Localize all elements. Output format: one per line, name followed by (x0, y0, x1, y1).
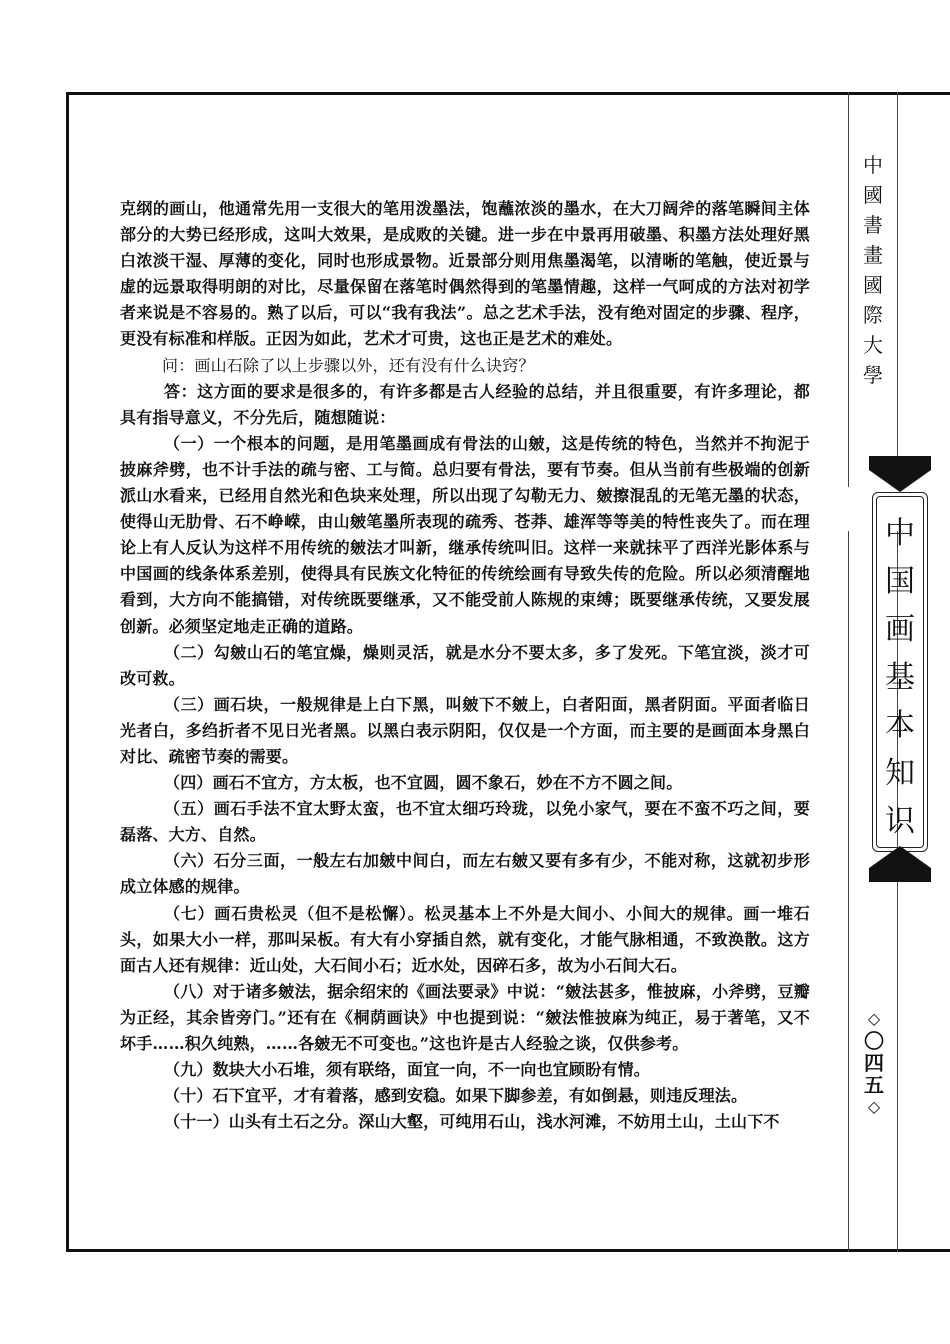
book-title-char: 基 (885, 660, 915, 695)
banner-bar-top (869, 456, 931, 470)
paragraph-item-1: （一）一个根本的问题，是用笔墨画成有骨法的山皴，这是传统的特色，当然并不拘泥于披麻斧劈，也不计手法的疏与密、工与简。总归要有骨法，要有节奏。但从当前有些极端的创新派山水看来，已经用自然光和色块来处理，所以出现了勾勒无力、皴擦混乱的无笔无墨的状态，使得山无肋骨、石不峥嵘，由山皴笔墨所表现的疏秀、苍莽、雄浑等等美的特性丧失了。而在理论上有人反认为这样不用传统的皴法才叫新，继承传统叫旧。这样一来就抹平了西洋光影体系与中国画的线条体系差别，使得具有民族文化特征的传统绘画有导致失传的危险。所以必须清醒地看到，大方向不能搞错，对传统既要继承，又不能受前人陈规的束缚；既要继承传统，又要发展创新。必须坚定地走正确的道路。 (120, 433, 810, 636)
paragraph: 克纲的画山，他通常先用一支很大的笔用泼墨法，饱蘸浓淡的墨水，在大刀阔斧的落笔瞬间主体部分的大势已经形成，这叫大效果，是成败的关键。进一步在中景再用破墨、积墨方法处理好黑白浓淡干湿、厚薄的变化，同时也形成景物。近景部分则用焦墨渴笔，以清晰的笔触，使近景与虚的远景取得明朗的对比，尽量保留在落笔时偶然得到的笔墨情趣，这样一气呵成的方法对初学者来说是不容易的。熟了以后，可以“我有我法”。总之艺术手法，没有绝对固定的步骤、程序，更没有标准和样版。正因为如此，艺术才可贵，这也正是艺术的难处。 (120, 199, 810, 349)
answer-paragraph: 答：这方面的要求是很多的，有许多都是古人经验的总结，并且很重要，有许多理论，都具有指导意义，不分先后，随想随说： (120, 381, 810, 427)
book-title-char: 本 (885, 708, 915, 743)
page-number (860, 1008, 888, 1118)
page-number-char: 五 (864, 1073, 884, 1097)
banner-bar-bottom (869, 868, 931, 882)
school-char: 大 (863, 333, 883, 357)
school-char: 學 (863, 363, 883, 387)
school-char: 國 (863, 183, 883, 207)
diamond-icon: ◇ (867, 1097, 881, 1116)
school-char: 際 (863, 303, 883, 327)
paragraph-item-10: （十）石下宜平，才有着落，感到安稳。如果下脚参差，有如倒悬，则违反理法。 (164, 1086, 748, 1106)
page-number-char: 四 (864, 1051, 884, 1075)
paragraph-item-7: （七）画石贵松灵（但不是松懈）。松灵基本上不外是大间小、小间大的规律。画一堆石头，如果大小一样，那叫呆板。有大有小穿插自然，就有变化，才能气脉相通，不致涣散。这方面古人还有规律：近山处，大石间小石；近水处，因碎石多，故为小石间大石。 (120, 903, 810, 975)
book-title-char: 知 (885, 756, 915, 791)
book-title-char: 中 (885, 516, 915, 551)
book-title-vertical (872, 510, 928, 846)
school-char: 畫 (863, 243, 883, 267)
paragraph-item-8: （八）对于诸多皴法，据余绍宋的《画法要录》中说：“皴法甚多，惟披麻，小斧劈，豆瓣为正经，其余皆旁门。”还有在《桐荫画诀》中也提到说：“皴法惟披麻为纯正，易于著笔，又不坏手……积久纯熟，……各皴无不可变也。”这也许是古人经验之谈，仅供参考。 (120, 981, 810, 1053)
page-number-char: 〇 (864, 1029, 884, 1053)
book-title-char: 国 (885, 564, 915, 599)
school-char: 書 (863, 213, 883, 237)
paragraph-item-3: （三）画石块，一般规律是上白下黑，叫皴下不皴上，白者阳面，黑者阴面。平面者临日光者白，多绉折者不见日光者黑。以黑白表示阴阳，仅仅是一个方面，而主要的是画面本身黑白对比、疏密节奏的需要。 (120, 694, 810, 766)
school-name-vertical (855, 150, 891, 390)
book-title-char: 画 (885, 612, 915, 647)
paragraph-item-6: （六）石分三面，一般左右加皴中间白，而左右皴又要有多有少，不能对称，这就初步形成立体感的规律。 (120, 851, 810, 897)
paragraph-item-9: （九）数块大小石堆，须有联络，面宜一向，不一向也宜顾盼有情。 (164, 1060, 651, 1080)
paragraph-item-2: （二）勾皴山石的笔宜燥，燥则灵活，就是水分不要太多，多了发死。下笔宜淡，淡才可改可救。 (120, 642, 810, 688)
school-char: 中 (863, 153, 883, 177)
paragraph-item-4: （四）画石不宜方，方太板，也不宜圆，圆不象石，妙在不方不圆之间。 (164, 773, 683, 793)
paragraph-item-11: （十一）山头有土石之分。深山大壑，可纯用石山，浅水河滩，不妨用土山，土山下不 (164, 1112, 780, 1132)
book-title-char: 识 (885, 804, 915, 839)
banner-ornament-bottom (869, 846, 931, 868)
diamond-icon: ◇ (867, 1009, 881, 1028)
paragraph-item-5: （五）画石手法不宜太野太蛮，也不宜太细巧玲珑，以免小家气，要在不蛮不巧之间，要磊落、大方、自然。 (120, 799, 810, 845)
school-char: 國 (863, 273, 883, 297)
question-paragraph: 问：画山石除了以上步骤以外，还有没有什么诀窍？ (162, 355, 535, 375)
body-text (120, 196, 810, 1135)
banner-ornament-top (869, 470, 931, 492)
